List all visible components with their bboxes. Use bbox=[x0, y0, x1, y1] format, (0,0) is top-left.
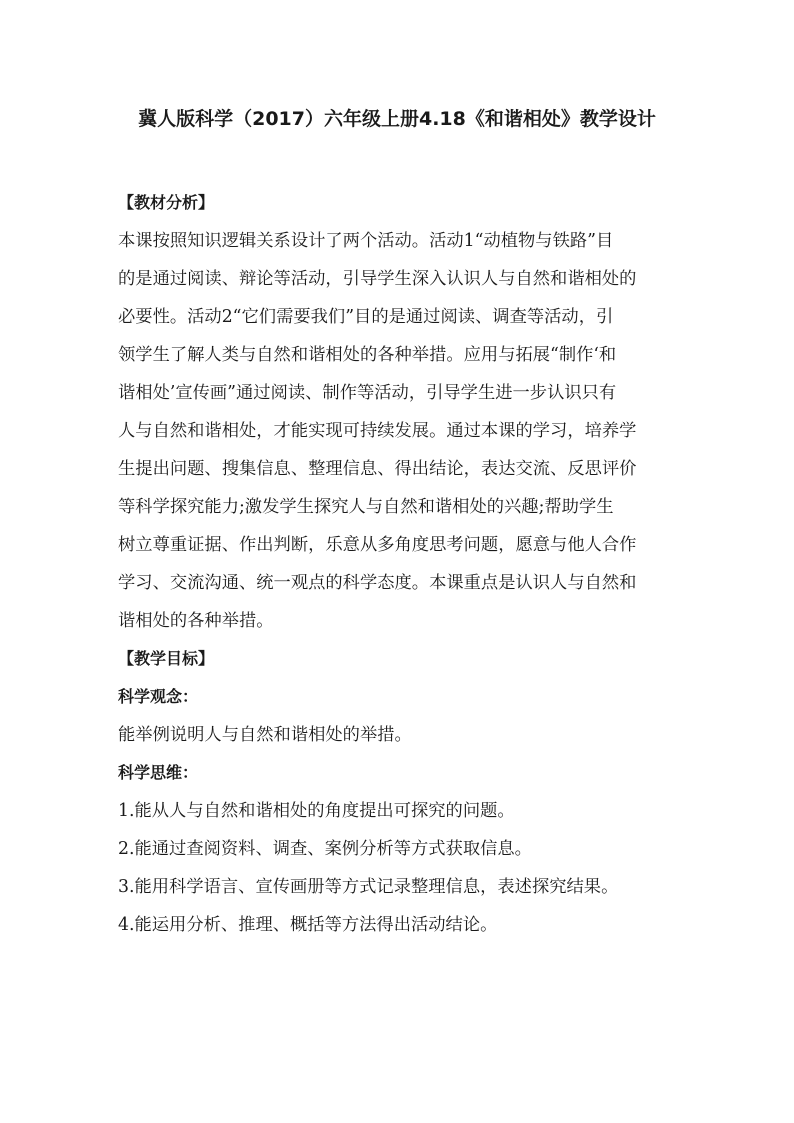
list-item: 4.能运用分析、推理、概括等方法得出活动结论。 bbox=[118, 915, 498, 935]
list-item: 1.能从人与自然和谐相处的角度提出可探究的问题。 bbox=[118, 801, 515, 821]
paragraph-line: 生提出问题、搜集信息、整理信息、得出结论，表达交流、反思评价 bbox=[118, 459, 637, 479]
paragraph-line: 本课按照知识逻辑关系设计了两个活动。活动1“动植物与铁路”目 bbox=[118, 231, 614, 251]
paragraph-line: 必要性。活动2“它们需要我们”目的是通过阅读、调查等活动，引 bbox=[118, 307, 614, 327]
subheading-thinking: 科学思维： bbox=[118, 763, 199, 782]
section-heading-objectives: 【教学目标】 bbox=[118, 649, 215, 668]
list-item: 2.能通过查阅资料、调查、案例分析等方式获取信息。 bbox=[118, 839, 532, 859]
section-heading-analysis: 【教材分析】 bbox=[118, 193, 215, 212]
analysis-paragraph bbox=[118, 222, 678, 640]
document-title: 冀人版科学（2017）六年级上册4.18《和谐相处》教学设计 bbox=[138, 108, 656, 130]
subheading-concept: 科学观念： bbox=[118, 687, 199, 706]
paragraph-line: 树立尊重证据、作出判断，乐意从多角度思考问题，愿意与他人合作 bbox=[118, 535, 637, 555]
paragraph-line: 学习、交流沟通、统一观点的科学态度。本课重点是认识人与自然和 bbox=[118, 573, 637, 593]
paragraph-line: 人与自然和谐相处，才能实现可持续发展。通过本课的学习，培养学 bbox=[118, 421, 637, 441]
paragraph-line: 的是通过阅读、辩论等活动，引导学生深入认识人与自然和谐相处的 bbox=[118, 269, 637, 289]
paragraph-line: 领学生了解人类与自然和谐相处的各种举措。应用与拓展“制作‘和 bbox=[118, 345, 617, 365]
paragraph-line: 谐相处的各种举措。 bbox=[118, 611, 274, 631]
paragraph-line: 谐相处’宣传画”通过阅读、制作等活动，引导学生进一步认识只有 bbox=[118, 383, 617, 403]
document-body bbox=[118, 184, 678, 944]
concept-line: 能举例说明人与自然和谐相处的举措。 bbox=[118, 725, 412, 745]
paragraph-line: 等科学探究能力;激发学生探究人与自然和谐相处的兴趣;帮助学生 bbox=[118, 497, 614, 517]
list-item: 3.能用科学语言、宣传画册等方式记录整理信息，表述探究结果。 bbox=[118, 877, 619, 897]
